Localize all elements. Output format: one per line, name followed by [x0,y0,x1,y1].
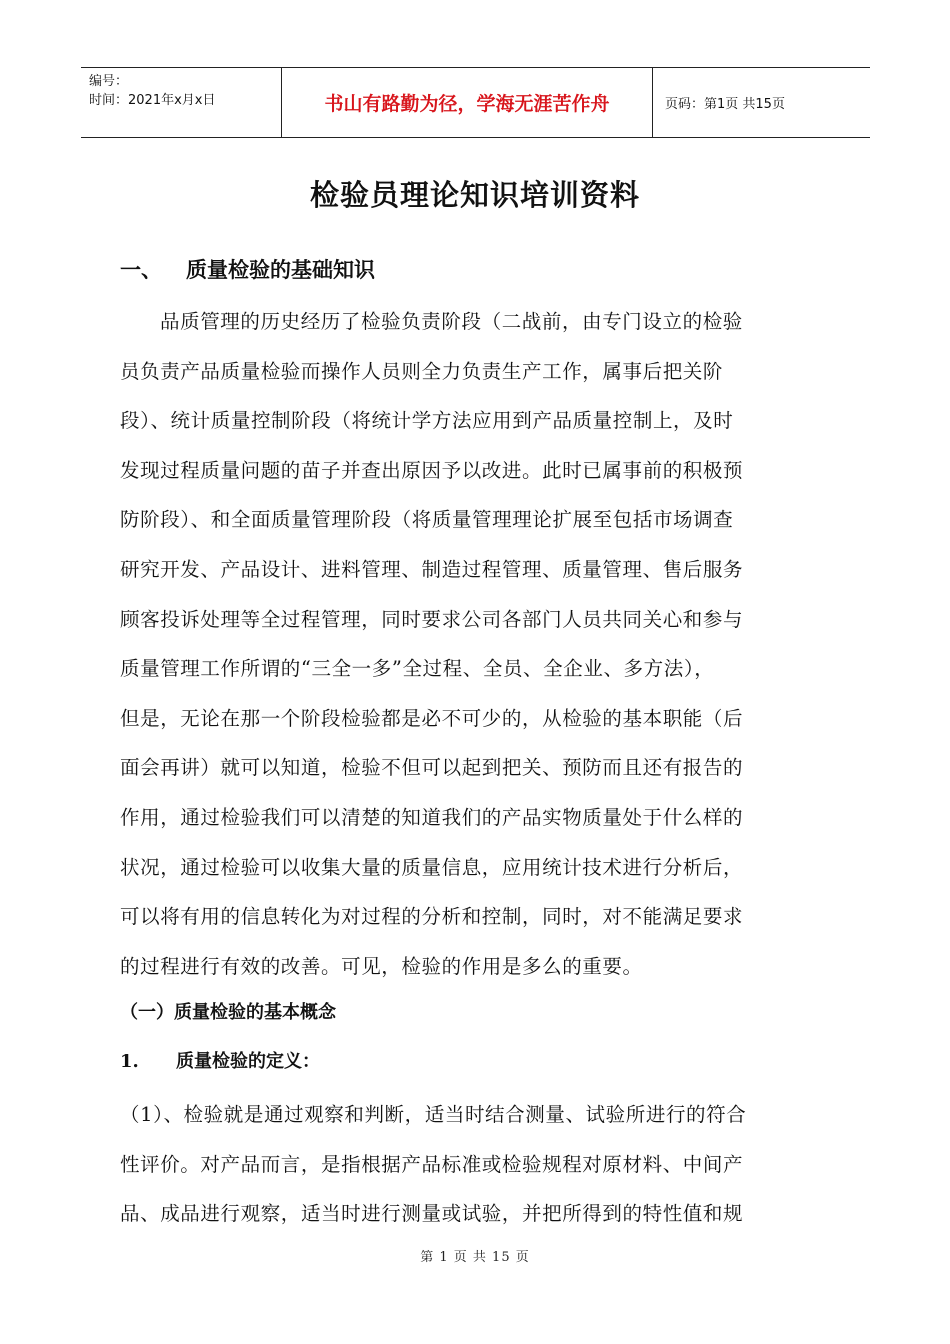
item-title: 质量检验的定义： [176,1051,320,1072]
section-body [120,297,832,991]
header-page-info: 页码：第1页 共15页 [665,97,785,112]
body-line: 防阶段）、和全面质量管理阶段（将质量管理理论扩展至包括市场调查 [120,508,734,532]
body-line: 状况，通过检验可以收集大量的质量信息，应用统计技术进行分析后， [120,855,744,879]
subsection-heading: （一）质量检验的基本概念 [120,1002,336,1023]
date-label: 时间：2021年x月x日 [89,93,216,108]
section-heading [120,254,375,284]
header-table [81,67,870,138]
body-line: 品质管理的历史经历了检验负责阶段（二战前，由专门设立的检验 [160,310,743,333]
section-title: 质量检验的基础知识 [186,258,375,282]
body-line: 品、成品进行观察，适当时进行测量或试验，并把所得到的特性值和规 [120,1202,744,1226]
body-line: 质量管理工作所谓的“三全一多”全过程、全员、全企业、多方法）， [120,657,715,681]
body-line: （1）、检验就是通过观察和判断，适当时结合测量、试验所进行的符合 [120,1103,747,1126]
body-line: 段）、统计质量控制阶段（将统计学方法应用到产品质量控制上，及时 [120,409,734,433]
body-line: 面会再讲）就可以知道，检验不但可以起到把关、预防而且还有报告的 [120,756,744,780]
body-line: 研究开发、产品设计、进料管理、制造过程管理、质量管理、售后服务 [120,557,744,581]
header-motto: 书山有路勤为径，学海无涯苦作舟 [281,68,653,137]
item-heading [120,1047,320,1073]
body-line: 作用，通过检验我们可以清楚的知道我们的产品实物质量处于什么样的 [120,805,744,829]
section-number: 一、 [120,258,162,282]
item-body [120,1090,832,1239]
body-line: 性评价。对产品而言，是指根据产品标准或检验规程对原材料、中间产 [120,1152,744,1176]
item-number: 1. [120,1051,139,1072]
body-line: 的过程进行有效的改善。可见，检验的作用是多么的重要。 [120,954,643,978]
body-line: 顾客投诉处理等全过程管理，同时要求公司各部门人员共同关心和参与 [120,607,744,631]
document-title: 检验员理论知识培训资料 [309,178,640,212]
body-line: 员负责产品质量检验而操作人员则全力负责生产工作，属事后把关阶 [120,359,724,383]
body-line: 可以将有用的信息转化为对过程的分析和控制，同时，对不能满足要求 [120,905,744,929]
page-footer: 第 1 页 共 15 页 [420,1250,530,1265]
body-line: 但是，无论在那一个阶段检验都是必不可少的，从检验的基本职能（后 [120,706,744,730]
code-label: 编号： [89,74,129,89]
body-line: 发现过程质量问题的苗子并查出原因予以改进。此时已属事前的积极预 [120,458,744,482]
header-left-cell [81,68,281,137]
